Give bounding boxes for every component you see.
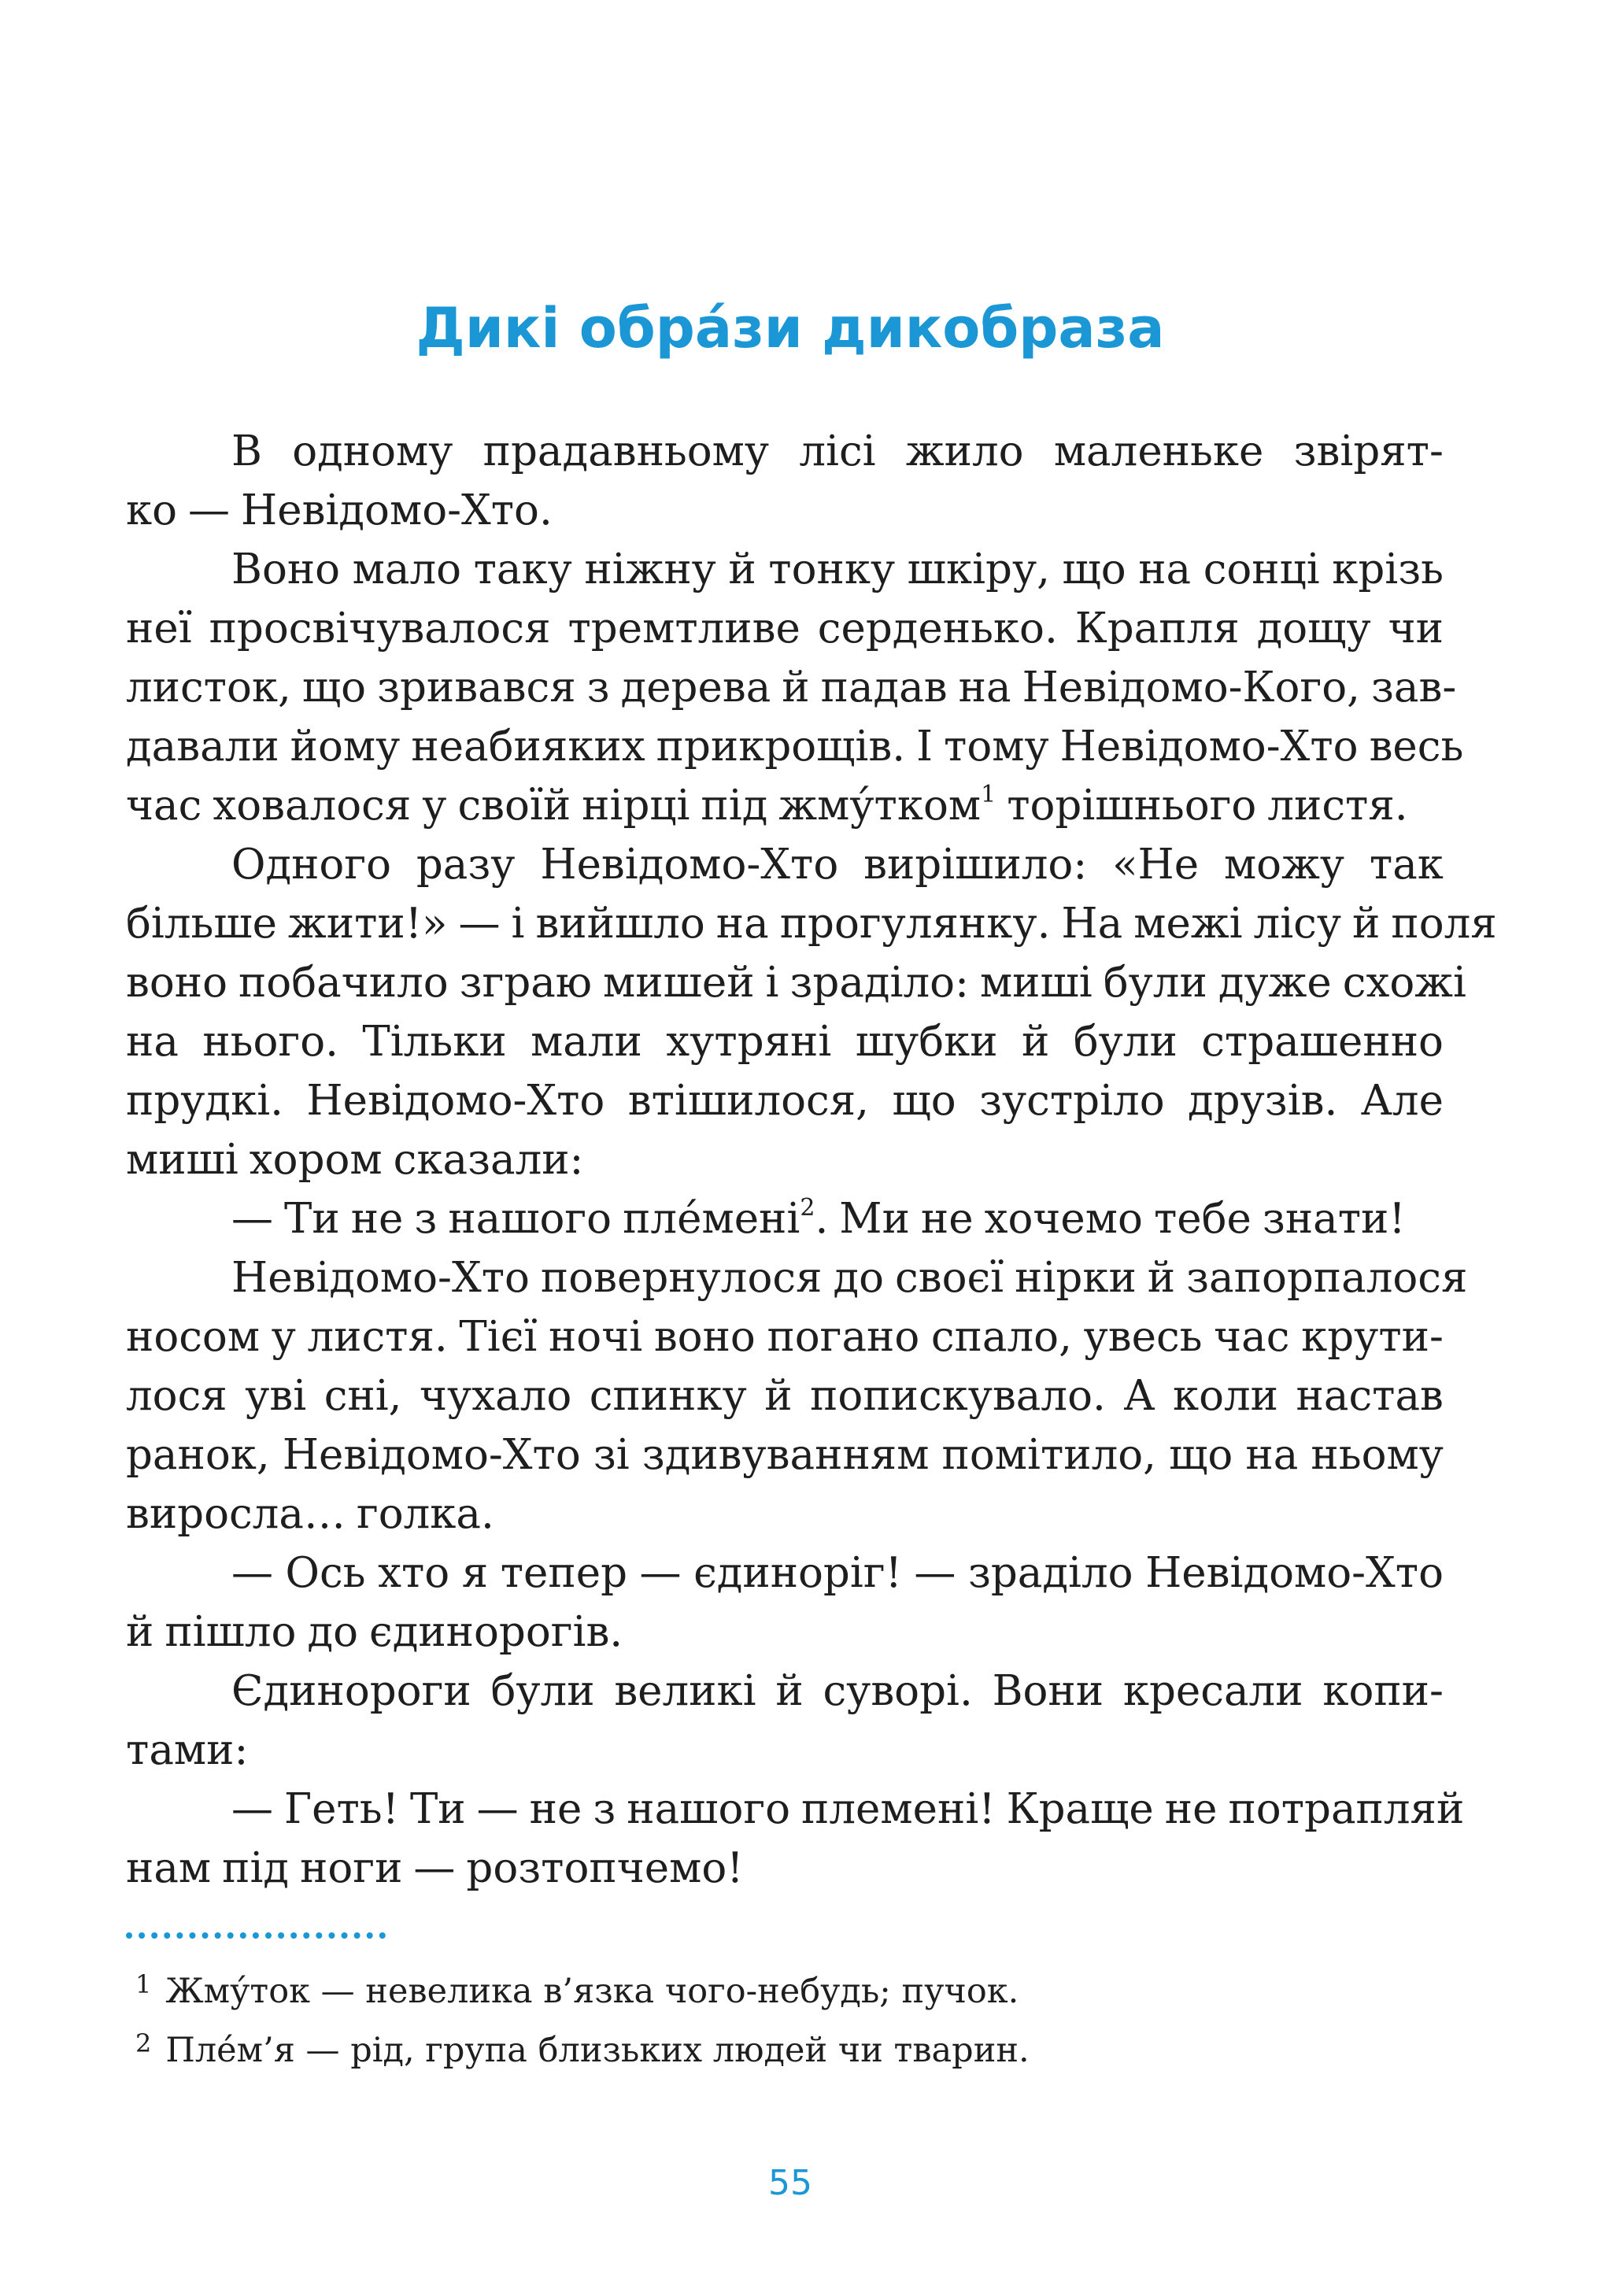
text-line: на нього. Тільки мали хутряні шубки й були страшенно [126,1018,1444,1066]
page-number: 55 [768,2163,812,2203]
text-line: воно побачило зграю мишей і зраділо: миші були дуже схожі [126,959,1466,1007]
text-line: виросла… голка. [126,1490,494,1538]
text-line: — Ти не з нашого пле́мені$^2$. Ми не хочемо тебе знати! [231,1194,1406,1243]
text-line: носом у листя. Тієї ночі воно погано спало, увесь час крути- [126,1313,1444,1361]
text-line: давали йому неабияких прикрощів. І тому Невідомо-Хто весь [126,723,1464,771]
footnote-number: 1 [135,1969,152,1999]
text-line: миші хором сказали: [126,1136,584,1184]
text-line: В одному прадавньому лісі жило маленьке звірят- [231,427,1444,475]
text-line: Невідомо-Хто повернулося до своєї нірки й запорпалося [231,1254,1468,1302]
text-line: листок, що зривався з дерева й падав на Невідомо-Кого, зав- [126,664,1457,712]
text-line: Одного разу Невідомо-Хто вирішило: «Не можу так [231,841,1444,889]
text-line: — Геть! Ти — не з нашого племені! Краще не потрапляй [231,1785,1465,1833]
text-line: лося уві сні, чухало спинку й попискувало. А коли настав [126,1372,1444,1420]
text-line: Єдинороги були великі й суворі. Вони кресали копи- [231,1667,1444,1715]
text-line: й пішло до єдинорогів. [126,1608,623,1656]
text-line: більше жити!» — і вийшло на прогулянку. На межі лісу й поля [126,900,1497,948]
text-line: прудкі. Невідомо-Хто втішилося, що зустріло друзів. Але [126,1077,1444,1125]
chapter-title: Дикі обра́зи дикобраза [416,296,1165,360]
footnote [135,1958,1442,2017]
text-line: — Ось хто я тепер — єдиноріг! — зраділо Невідомо-Хто [231,1549,1444,1597]
text-line: тами: [126,1726,249,1774]
footnote-ref: 2 [800,1194,815,1222]
text-line: час ховалося у своїй нірці під жму́тком$^1$ торішнього листя. [126,781,1408,830]
story-text [126,422,1497,1898]
text-line: неї просвічувалося тремтливе серденько. Крапля дощу чи [126,605,1444,653]
text-line: Воно мало таку ніжну й тонку шкіру, що на сонці крізь [231,545,1444,593]
footnote-number: 2 [135,2028,152,2058]
text-line: ранок, Невідомо-Хто зі здивуванням помітило, що на ньому [126,1431,1444,1479]
footnote-text: Пле́м’я — рід, група близьких людей чи тварин. [165,2031,1030,2070]
footnote-ref: 1 [981,781,996,808]
footnote-divider [126,1932,386,1939]
text-line: ко — Невідомо-Хто. [126,486,553,534]
footnote [135,2017,1442,2076]
footnotes [135,1958,1442,2076]
text-line: нам під ноги — розтопчемо! [126,1844,744,1892]
footnote-text: Жму́ток — невелика в’язка чого-небудь; пучок. [165,1972,1019,2011]
